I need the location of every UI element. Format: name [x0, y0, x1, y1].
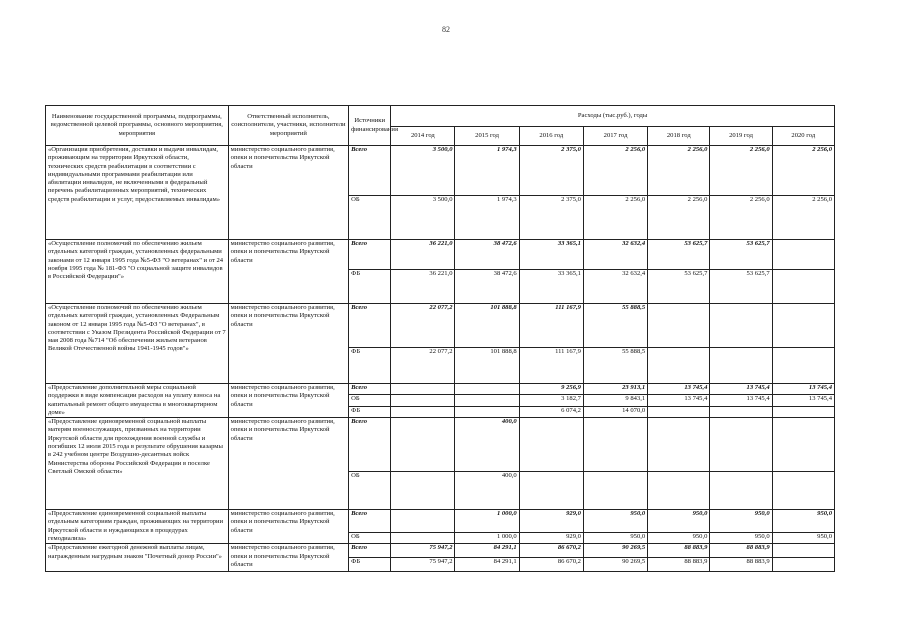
amount-cell: 75 947,2 — [391, 558, 455, 572]
amount-cell: 90 269,5 — [583, 544, 647, 558]
amount-cell: 32 632,4 — [583, 240, 647, 270]
measure-name: «Осуществление полномочий по обеспечению жильем отдельных категорий граждан, установленных Федеральным законом от 12 января 1995 года №5-ФЗ "О ветеранах", в соответствии с Указом Президента Российской Федерации от 7 мая 2008 года №714 "Об обеспечении жильем ветеранов Великой Отечественной войны 1941-1945 годов"» — [46, 304, 229, 384]
amount-cell: 53 625,7 — [648, 270, 710, 304]
amount-cell: 90 269,5 — [583, 558, 647, 572]
amount-cell: 55 888,5 — [583, 348, 647, 384]
measure-name: «Предоставление единовременной социальной выплаты отдельным категориям граждан, проживающих на территории Иркутской области и нуждающихся в процедурах гемодиализа» — [46, 510, 229, 544]
amount-cell: 9 843,1 — [583, 395, 647, 406]
amount-cell: 88 883,9 — [710, 558, 772, 572]
amount-cell: 38 472,6 — [455, 270, 519, 304]
amount-cell — [772, 304, 834, 348]
amount-cell — [391, 384, 455, 395]
amount-cell — [519, 472, 583, 510]
amount-cell: 2 256,0 — [648, 196, 710, 240]
table-row — [46, 146, 835, 196]
header-executor: Ответственный исполнитель, соисполнители, участники, исполнители мероприятий — [228, 106, 348, 146]
amount-cell: 2 375,0 — [519, 196, 583, 240]
amount-cell: 929,0 — [519, 510, 583, 533]
amount-cell — [455, 406, 519, 417]
amount-cell — [772, 558, 834, 572]
amount-cell: 2 256,0 — [583, 196, 647, 240]
table-row — [46, 304, 835, 348]
funding-source: Всего — [349, 304, 391, 348]
amount-cell — [772, 472, 834, 510]
amount-cell — [772, 270, 834, 304]
amount-cell — [648, 348, 710, 384]
funding-source: Всего — [349, 418, 391, 472]
amount-cell: 950,0 — [648, 532, 710, 543]
amount-cell — [710, 472, 772, 510]
amount-cell — [772, 406, 834, 417]
header-source: Источники финансирования — [349, 106, 391, 146]
amount-cell: 101 888,8 — [455, 348, 519, 384]
amount-cell — [710, 406, 772, 417]
amount-cell: 950,0 — [648, 510, 710, 533]
amount-cell: 13 745,4 — [772, 395, 834, 406]
amount-cell — [391, 472, 455, 510]
amount-cell — [648, 472, 710, 510]
amount-cell: 36 221,0 — [391, 270, 455, 304]
amount-cell: 22 077,2 — [391, 304, 455, 348]
amount-cell: 86 670,2 — [519, 544, 583, 558]
measure-name: «Организация приобретения, доставки и выдачи инвалидам, проживающим на территории Иркутской области, технических средств реабилитации в соответствии с индивидуальными программами реабилитации или абилитации инвалидов, не включенными в федеральный перечень реабилитационных мероприятий, технических средств реабилитации и услуг, предоставляемых инвалидам» — [46, 146, 229, 240]
amount-cell: 111 167,9 — [519, 304, 583, 348]
amount-cell: 23 913,1 — [583, 384, 647, 395]
amount-cell: 86 670,2 — [519, 558, 583, 572]
funding-source: Всего — [349, 146, 391, 196]
amount-cell: 950,0 — [583, 532, 647, 543]
funding-source: ФБ — [349, 348, 391, 384]
amount-cell — [391, 532, 455, 543]
amount-cell: 2 256,0 — [710, 196, 772, 240]
amount-cell: 88 883,9 — [710, 544, 772, 558]
amount-cell: 13 745,4 — [710, 384, 772, 395]
executor: министерство социального развития, опеки и попечительства Иркутской области — [228, 240, 348, 304]
amount-cell: 53 625,7 — [648, 240, 710, 270]
amount-cell — [772, 544, 834, 558]
amount-cell — [583, 472, 647, 510]
table-row — [46, 240, 835, 270]
funding-source: ФБ — [349, 406, 391, 417]
amount-cell: 929,0 — [519, 532, 583, 543]
table-row — [46, 544, 835, 558]
header-year: 2019 год — [710, 127, 772, 146]
header-year: 2014 год — [391, 127, 455, 146]
amount-cell: 1 000,0 — [455, 532, 519, 543]
executor: министерство социального развития, опеки и попечительства Иркутской области — [228, 304, 348, 384]
funding-source: Всего — [349, 544, 391, 558]
amount-cell — [391, 510, 455, 533]
amount-cell — [519, 418, 583, 472]
amount-cell: 950,0 — [583, 510, 647, 533]
amount-cell: 950,0 — [710, 510, 772, 533]
amount-cell: 38 472,6 — [455, 240, 519, 270]
amount-cell: 2 375,0 — [519, 146, 583, 196]
amount-cell — [391, 418, 455, 472]
funding-source: ОБ — [349, 196, 391, 240]
amount-cell: 2 256,0 — [772, 146, 834, 196]
amount-cell: 84 291,1 — [455, 558, 519, 572]
amount-cell: 75 947,2 — [391, 544, 455, 558]
funding-source: ОБ — [349, 472, 391, 510]
amount-cell: 400,0 — [455, 418, 519, 472]
amount-cell: 950,0 — [772, 532, 834, 543]
amount-cell: 950,0 — [772, 510, 834, 533]
amount-cell — [772, 240, 834, 270]
amount-cell: 32 632,4 — [583, 270, 647, 304]
funding-source: ОБ — [349, 395, 391, 406]
amount-cell: 2 256,0 — [772, 196, 834, 240]
amount-cell — [391, 395, 455, 406]
funding-source: ФБ — [349, 558, 391, 572]
amount-cell — [648, 304, 710, 348]
table-header — [46, 106, 835, 146]
amount-cell: 36 221,0 — [391, 240, 455, 270]
measure-name: «Предоставление единовременной социальной выплаты матерям военнослужащих, призванных на территории Иркутской области для прохождения военной службы и погибших 12 июля 2015 года в результате обрушения казармы в 242 учебном центре Воздушно-десантных войск Министерства обороны Российской Федерации в поселке Светлый Омской области» — [46, 418, 229, 510]
funding-source: Всего — [349, 240, 391, 270]
funding-source: Всего — [349, 384, 391, 395]
amount-cell: 2 256,0 — [583, 146, 647, 196]
executor: министерство социального развития, опеки и попечительства Иркутской области — [228, 384, 348, 418]
amount-cell: 2 256,0 — [648, 146, 710, 196]
measure-name: «Предоставление дополнительной меры социальной поддержки в виде компенсации расходов на уплату взноса на капитальный ремонт общего имущества в многоквартирном доме» — [46, 384, 229, 418]
amount-cell — [772, 348, 834, 384]
amount-cell: 13 745,4 — [648, 395, 710, 406]
amount-cell — [455, 395, 519, 406]
funding-source: Всего — [349, 510, 391, 533]
amount-cell — [455, 384, 519, 395]
executor: министерство социального развития, опеки и попечительства Иркутской области — [228, 510, 348, 544]
amount-cell: 88 883,9 — [648, 558, 710, 572]
amount-cell — [710, 304, 772, 348]
amount-cell — [772, 418, 834, 472]
amount-cell: 13 745,4 — [648, 384, 710, 395]
executor: министерство социального развития, опеки и попечительства Иркутской области — [228, 544, 348, 572]
executor: министерство социального развития, опеки и попечительства Иркутской области — [228, 146, 348, 240]
amount-cell: 33 365,1 — [519, 240, 583, 270]
amount-cell: 88 883,9 — [648, 544, 710, 558]
amount-cell: 14 070,0 — [583, 406, 647, 417]
amount-cell: 13 745,4 — [710, 395, 772, 406]
table-row — [46, 418, 835, 472]
funding-source: ОБ — [349, 532, 391, 543]
header-year: 2016 год — [519, 127, 583, 146]
amount-cell: 3 182,7 — [519, 395, 583, 406]
amount-cell: 950,0 — [710, 532, 772, 543]
header-name: Наименование государственной программы, подпрограммы, ведомственной целевой программы, основного мероприятия, мероприятия — [46, 106, 229, 146]
funding-source: ФБ — [349, 270, 391, 304]
amount-cell: 1 974,3 — [455, 146, 519, 196]
amount-cell: 1 000,0 — [455, 510, 519, 533]
amount-cell: 6 074,2 — [519, 406, 583, 417]
amount-cell: 3 500,0 — [391, 196, 455, 240]
page-number: 82 — [442, 25, 450, 34]
amount-cell: 33 365,1 — [519, 270, 583, 304]
header-year: 2017 год — [583, 127, 647, 146]
amount-cell: 84 291,1 — [455, 544, 519, 558]
amount-cell — [391, 406, 455, 417]
amount-cell — [648, 406, 710, 417]
table-row — [46, 384, 835, 395]
header-expenses: Расходы (тыс.руб.), годы — [391, 106, 835, 127]
amount-cell: 9 256,9 — [519, 384, 583, 395]
amount-cell: 22 077,2 — [391, 348, 455, 384]
executor: министерство социального развития, опеки и попечительства Иркутской области — [228, 418, 348, 510]
budget-table — [45, 105, 835, 572]
header-year: 2020 год — [772, 127, 834, 146]
amount-cell — [710, 348, 772, 384]
table-body — [46, 146, 835, 572]
amount-cell: 101 888,8 — [455, 304, 519, 348]
amount-cell: 400,0 — [455, 472, 519, 510]
amount-cell: 53 625,7 — [710, 270, 772, 304]
amount-cell: 13 745,4 — [772, 384, 834, 395]
amount-cell: 111 167,9 — [519, 348, 583, 384]
header-year: 2015 год — [455, 127, 519, 146]
amount-cell — [583, 418, 647, 472]
amount-cell: 2 256,0 — [710, 146, 772, 196]
measure-name: «Осуществление полномочий по обеспечению жильем отдельных категорий граждан, установленных федеральными законами от 12 января 1995 года №5-ФЗ "О ветеранах" и от 24 ноября 1995 года № 181-ФЗ "О социальной защите инвалидов в Российской Федерации"» — [46, 240, 229, 304]
amount-cell: 3 500,0 — [391, 146, 455, 196]
amount-cell: 55 888,5 — [583, 304, 647, 348]
amount-cell — [648, 418, 710, 472]
amount-cell — [710, 418, 772, 472]
header-year: 2018 год — [648, 127, 710, 146]
table-row — [46, 510, 835, 533]
amount-cell: 1 974,3 — [455, 196, 519, 240]
amount-cell: 53 625,7 — [710, 240, 772, 270]
measure-name: «Предоставление ежегодной денежной выплаты лицам, награжденным нагрудным знаком "Почетный донор России"» — [46, 544, 229, 572]
